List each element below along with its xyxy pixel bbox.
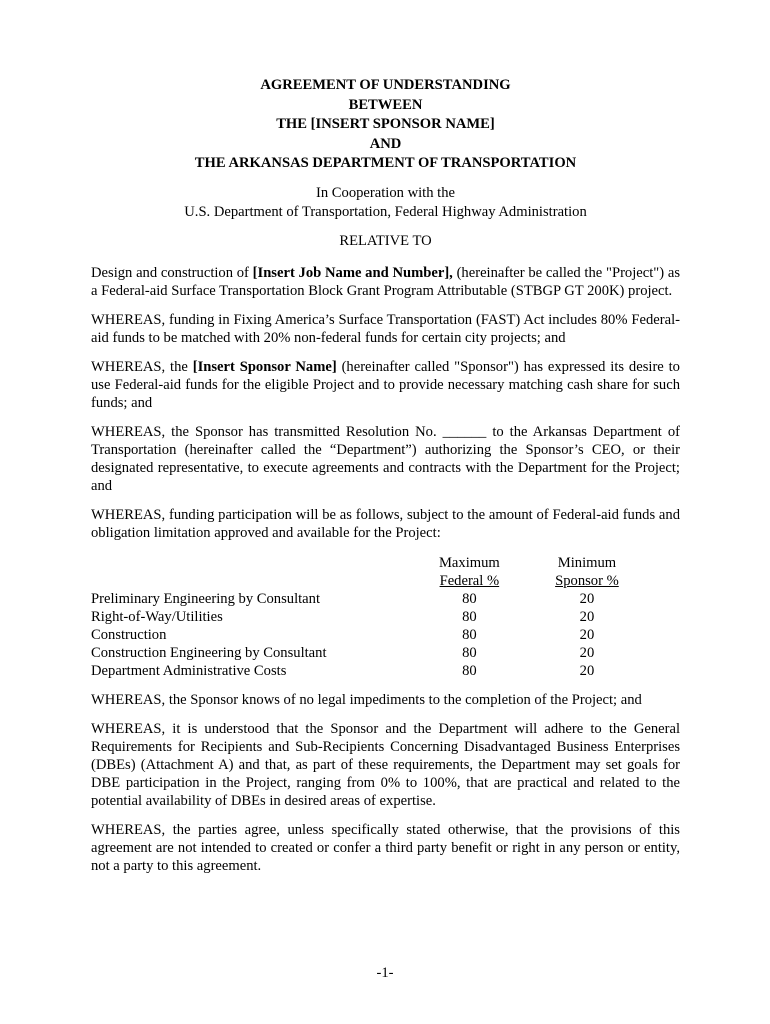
cooperation-line-1: In Cooperation with the bbox=[315, 184, 456, 201]
whereas-dbe-paragraph: WHEREAS, it is understood that the Sponsor and the Department will adhere to the General Requirements for Recipients and Sub-Recipients Concerning Disadvantaged Business Enterprises (DBEs) (Attachment A) and that, as part of these requirements, the Department may set goals for DBE participation in the Project, ranging from 0% to 100%, that are practical and related to the potential availability of DBEs in desired areas of expertise. bbox=[91, 720, 680, 809]
p1-text-a: Design and construction of bbox=[91, 264, 253, 281]
row-federal-pct: 80 bbox=[462, 590, 477, 607]
project-description-paragraph bbox=[91, 264, 680, 300]
title-line-3: THE [INSERT SPONSOR NAME] bbox=[276, 116, 495, 132]
sponsor-header-line-1: Minimum bbox=[557, 554, 617, 571]
relative-to-heading: RELATIVE TO bbox=[339, 232, 432, 249]
row-label: Department Administrative Costs bbox=[91, 662, 287, 679]
row-label: Construction bbox=[91, 626, 167, 643]
p3-text-a: WHEREAS, the bbox=[91, 358, 193, 375]
row-federal-pct: 80 bbox=[462, 662, 477, 679]
page-number: -1- bbox=[376, 965, 394, 981]
whereas-no-impediments-paragraph: WHEREAS, the Sponsor knows of no legal impediments to the completion of the Project; and bbox=[91, 691, 642, 708]
row-sponsor-pct: 20 bbox=[579, 662, 595, 679]
row-sponsor-pct: 20 bbox=[579, 626, 595, 643]
row-label: Construction Engineering by Consultant bbox=[91, 644, 327, 661]
row-label: Right-of-Way/Utilities bbox=[91, 608, 223, 625]
cooperation-block bbox=[91, 184, 680, 222]
table-row bbox=[91, 626, 631, 644]
whereas-fast-act-paragraph: WHEREAS, funding in Fixing America’s Surface Transportation (FAST) Act includes 80% Federal-aid funds to be matched with 20% non-federal funds for certain city projects; and bbox=[91, 311, 680, 346]
row-sponsor-pct: 20 bbox=[579, 644, 595, 661]
table-row bbox=[91, 662, 631, 680]
whereas-resolution-paragraph: WHEREAS, the Sponsor has transmitted Resolution No. ______ to the Arkansas Department of Transportation (hereinafter called the “Department”) authorizing the Sponsor’s CEO, or their designated representative, to execute agreements and contracts with the Department for the Project; and bbox=[91, 423, 680, 494]
table-row bbox=[91, 644, 631, 662]
federal-header-line-1: Maximum bbox=[438, 554, 500, 571]
row-sponsor-pct: 20 bbox=[579, 590, 595, 607]
funding-header-row-1 bbox=[91, 554, 631, 572]
sponsor-name-placeholder: [Insert Sponsor Name] bbox=[192, 358, 337, 375]
cooperation-line-2: U.S. Department of Transportation, Federal Highway Administration bbox=[184, 203, 587, 220]
title-line-1: AGREEMENT OF UNDERSTANDING bbox=[260, 77, 511, 93]
sponsor-header-line-2: Sponsor % bbox=[555, 572, 619, 589]
funding-header-row-2 bbox=[91, 572, 631, 590]
row-label: Preliminary Engineering by Consultant bbox=[91, 590, 321, 607]
p3-text-c: (hereinafter called "Sponsor") has expressed its desire to use Federal-aid funds for the eligible Project and to provide necessary matching cash share for such funds; and bbox=[91, 358, 680, 411]
whereas-funding-paragraph: WHEREAS, funding participation will be as follows, subject to the amount of Federal-aid funds and obligation limitation approved and available for the Project: bbox=[91, 506, 680, 541]
title-line-2: BETWEEN bbox=[348, 96, 423, 113]
agreement-title bbox=[81, 76, 690, 174]
row-sponsor-pct: 20 bbox=[579, 608, 595, 625]
table-row bbox=[91, 608, 631, 626]
p1-text-c: (hereinafter be called the "Project") as a Federal-aid Surface Transportation Block Grant Program Attributable (STBGP GT 200K) project. bbox=[91, 264, 680, 299]
title-line-4: AND bbox=[369, 135, 402, 152]
whereas-sponsor-paragraph bbox=[91, 358, 680, 412]
document-page bbox=[91, 76, 680, 875]
row-federal-pct: 80 bbox=[462, 608, 477, 625]
title-line-5: THE ARKANSAS DEPARTMENT OF TRANSPORTATION bbox=[194, 155, 577, 171]
funding-table bbox=[91, 554, 631, 680]
table-row bbox=[91, 590, 631, 608]
row-federal-pct: 80 bbox=[462, 626, 477, 643]
job-name-placeholder: [Insert Job Name and Number], bbox=[252, 264, 453, 281]
row-federal-pct: 80 bbox=[462, 644, 477, 661]
federal-header-line-2: Federal % bbox=[439, 572, 500, 589]
whereas-third-party-paragraph: WHEREAS, the parties agree, unless specifically stated otherwise, that the provisions of this agreement are not intended to created or confer a third party benefit or right in any person or entity, not a party to this agreement. bbox=[91, 821, 680, 874]
